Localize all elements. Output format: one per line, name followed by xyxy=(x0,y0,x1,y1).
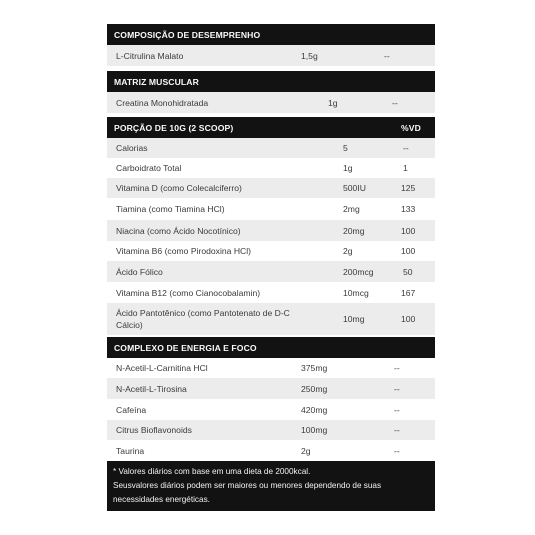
nutrient-name: Ácido Pantotênico (como Pantotenato de D-C Cálcio) xyxy=(116,308,290,330)
footnote xyxy=(107,461,435,511)
section-header-muscle-matrix xyxy=(107,71,435,92)
footnote-line: necessidades energéticas. xyxy=(113,495,210,504)
nutrient-name: Taurina xyxy=(116,445,145,456)
nutrient-name: Creatina Monohidratada xyxy=(116,97,209,108)
table-row xyxy=(107,198,435,220)
table-row xyxy=(107,440,435,461)
nutrient-amount: 1,5g xyxy=(301,50,318,61)
table-row xyxy=(107,45,435,66)
table-row xyxy=(107,92,435,113)
nutrient-vd: 100 xyxy=(401,246,416,256)
nutrient-vd: -- xyxy=(394,404,400,415)
nutrient-amount: 250mg xyxy=(301,383,328,394)
table-row xyxy=(107,261,435,282)
nutrient-vd: -- xyxy=(394,383,400,394)
section-header-energy-focus xyxy=(107,337,435,358)
table-row xyxy=(107,178,435,198)
nutrient-amount: 10mcg xyxy=(343,287,369,298)
nutrient-amount: 1g xyxy=(343,163,353,173)
section-header-serving xyxy=(107,117,435,138)
table-row xyxy=(107,420,435,440)
table-row xyxy=(107,303,435,335)
nutrient-vd: -- xyxy=(394,363,400,373)
nutrient-vd: 133 xyxy=(401,204,416,214)
section-title: MATRIZ MUSCULAR xyxy=(114,76,199,87)
nutrient-vd: 100 xyxy=(401,314,416,324)
section-title: COMPOSIÇÃO DE DESEMPRENHO xyxy=(114,29,261,40)
nutrient-name: Niacina (como Ácido Nocotínico) xyxy=(116,225,241,236)
nutrient-vd: -- xyxy=(394,445,400,456)
table-row xyxy=(107,358,435,378)
nutrient-name: L-Citrulina Malato xyxy=(116,50,184,61)
table-row xyxy=(107,241,435,261)
section-title: PORÇÃO DE 10G (2 SCOOP) xyxy=(114,122,234,133)
nutrient-amount: 375mg xyxy=(301,363,328,373)
nutrient-name: Carboidrato Total xyxy=(116,163,182,173)
table-row xyxy=(107,378,435,399)
nutrient-name: Vitamina B6 (como Pirodoxina HCl) xyxy=(116,246,252,256)
nutrient-amount: 420mg xyxy=(301,404,328,415)
nutrient-amount: 500IU xyxy=(343,183,366,193)
nutrient-name: Vitamina B12 (como Cianocobalamin) xyxy=(116,287,261,298)
table-row xyxy=(107,282,435,303)
footnote-line: Seusvalores diários podem ser maiores ou menores dependendo de suas xyxy=(113,481,382,490)
nutrient-amount: 10mg xyxy=(343,314,365,324)
nutrient-vd: 1 xyxy=(403,163,408,173)
nutrient-vd: 50 xyxy=(403,266,413,277)
nutrient-name: Tiamina (como Tiamina HCl) xyxy=(116,204,225,214)
nutrient-vd: -- xyxy=(394,425,400,435)
table-row xyxy=(107,158,435,178)
nutrient-vd: -- xyxy=(392,97,398,108)
nutrient-amount: 200mcg xyxy=(343,266,374,277)
nutrient-vd: 167 xyxy=(401,287,416,298)
nutrient-name: Ácido Fólico xyxy=(116,266,163,277)
section-header-performance xyxy=(107,24,435,45)
section-title: COMPLEXO DE ENERGIA E FOCO xyxy=(114,342,257,353)
nutrient-name: Citrus Bioflavonoids xyxy=(116,425,192,435)
nutrient-name: Vitamina D (como Colecalciferro) xyxy=(116,183,242,193)
nutrient-name: N-Acetil-L-Tirosina xyxy=(116,383,187,394)
nutrient-amount: 2g xyxy=(301,445,311,456)
nutrient-vd: -- xyxy=(403,143,409,153)
nutrient-name: Calorias xyxy=(116,143,148,153)
nutrient-vd: 100 xyxy=(401,225,416,236)
nutrient-vd: 125 xyxy=(401,183,416,193)
table-row xyxy=(107,399,435,420)
nutrient-name: Cafeína xyxy=(116,404,147,415)
nutrient-amount: 20mg xyxy=(343,225,365,236)
vd-column-header: %VD xyxy=(401,122,421,133)
nutrient-amount: 2g xyxy=(343,246,353,256)
nutrient-amount: 100mg xyxy=(301,425,328,435)
nutrient-amount: 2mg xyxy=(343,204,360,214)
footnote-line: * Valores diários com base em uma dieta de 2000kcal. xyxy=(113,467,311,476)
nutrition-table xyxy=(107,0,435,535)
table-row xyxy=(107,220,435,241)
nutrient-vd: -- xyxy=(384,50,390,61)
nutrient-amount: 1g xyxy=(328,97,338,108)
nutrient-name: N-Acetil-L-Carnitina HCl xyxy=(116,363,208,373)
table-row xyxy=(107,138,435,158)
nutrient-amount: 5 xyxy=(343,143,348,153)
